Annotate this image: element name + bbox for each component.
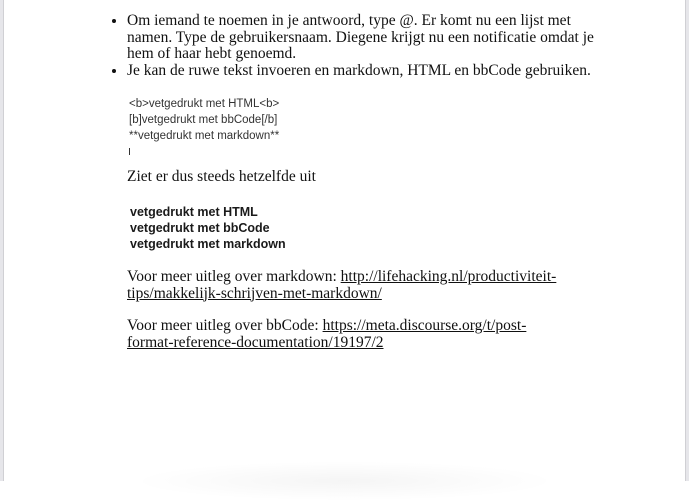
markdown-info [127,269,557,302]
bbcode-info-label: Voor meer uitleg over bbCode: [127,317,323,334]
list-item: • Je kan de ruwe tekst invoeren en markdown, HTML en bbCode gebruiken. [127,63,607,80]
bbcode-info [127,318,567,351]
markdown-link[interactable]: http://lifehacking.nl/productiviteit-tips/makkelijk-schrijven-met-markdown/ [127,268,557,302]
bold-line-markdown: vetgedrukt met markdown [130,237,286,251]
code-line-bbcode: [b]vetgedrukt met bbCode[/b] [129,114,278,126]
code-line-markdown: **vetgedrukt met markdown** [129,130,280,142]
bold-line-bbcode: vetgedrukt met bbCode [130,221,270,235]
page-edge-right [685,0,689,481]
page-edge-left [0,0,4,481]
same-result-text: Ziet er dus steeds hetzelfde uit [127,168,316,185]
markdown-info-label: Voor meer uitleg over markdown: [127,268,341,285]
instruction-list [92,13,607,79]
bbcode-link[interactable]: https://meta.discourse.org/t/post-format-reference-documentation/19197/2 [127,317,527,351]
code-example-image [129,96,279,155]
bold-line-html: vetgedrukt met HTML [130,205,258,219]
text-cursor [129,148,130,155]
page-shadow [130,461,559,501]
list-item: • Om iemand te noemen in je antwoord, type @. Er komt nu een lijst met namen. Type de gebruikersnaam. Diegene krijgt nu een notificatie omdat je hem of haar hebt genoemd. [127,13,607,63]
code-line-html: <b>vetgedrukt met HTML<b> [129,98,280,110]
bold-example-image [130,204,286,252]
